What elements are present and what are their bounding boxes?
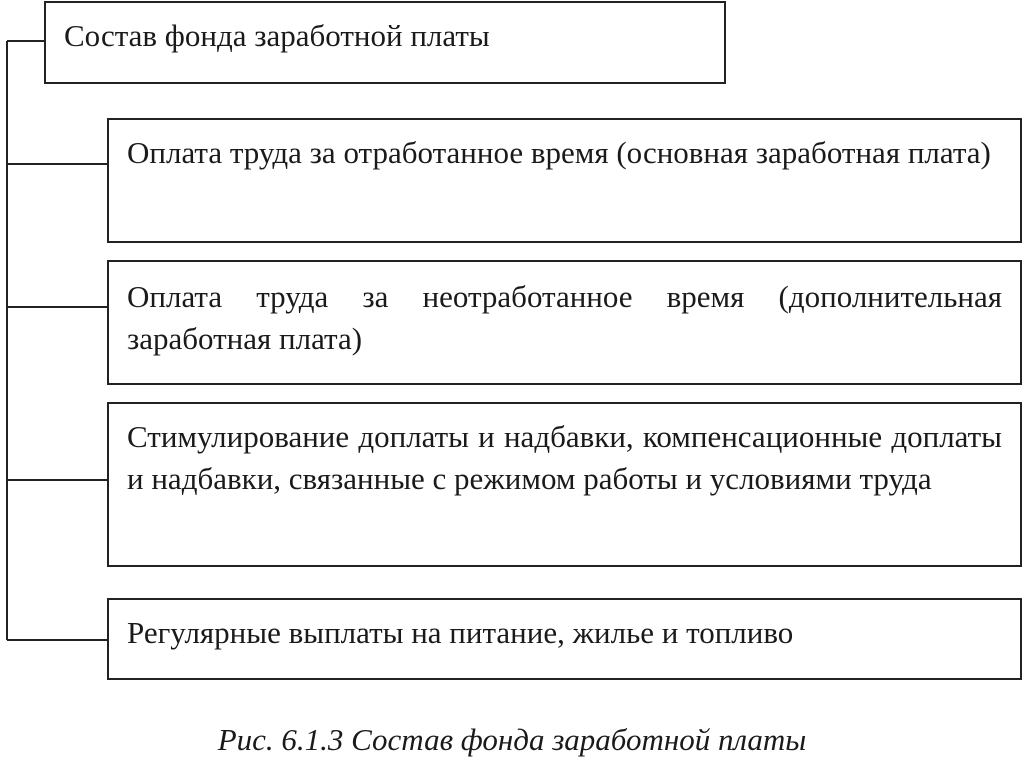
child-node-label: Оплата труда за неотработанное время (дополнительная заработная плата) — [127, 279, 1002, 356]
child-node-worked-time — [107, 118, 1022, 243]
root-node-box — [44, 1, 726, 84]
child-node-incentives — [107, 402, 1022, 567]
child-node-label: Регулярные выплаты на питание, жилье и топливо — [127, 615, 794, 650]
child-node-unworked-time — [107, 260, 1022, 385]
root-node-label: Состав фонда заработной платы — [64, 18, 490, 53]
child-node-label: Стимулирование доплаты и надбавки, компенсационные доплаты и надбавки, связанные с режимом работы и условиями труда — [127, 419, 1002, 496]
figure-caption: Рис. 6.1.3 Состав фонда заработной платы — [217, 722, 807, 757]
child-node-label: Оплата труда за отработанное время (основная заработная плата) — [127, 135, 991, 170]
child-node-regular-payments — [107, 598, 1022, 680]
